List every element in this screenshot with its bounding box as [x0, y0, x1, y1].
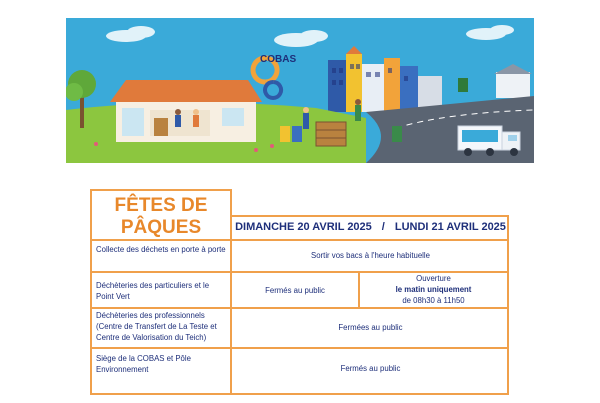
- monday-opening-line: Ouverture: [416, 274, 451, 283]
- table-border: [90, 307, 509, 309]
- row-value-siege-cobas: Fermés au public: [340, 364, 401, 373]
- row-label-decheteries-particuliers: Déchèteries des particuliers et le Point Vert: [96, 281, 210, 301]
- row-label-collecte: Collecte des déchets en porte à porte: [96, 245, 226, 254]
- title-line-2: PÂQUES: [120, 217, 202, 238]
- cobas-logo-text: COBAS: [260, 54, 297, 65]
- date-monday: LUNDI 21 AVRIL 2025: [394, 221, 506, 233]
- table-border: [90, 347, 509, 349]
- monday-hours-line: de 08h30 à 11h50: [402, 296, 465, 305]
- row-label-decheteries-professionnels: Déchèteries des professionnels (Centre de Transfert de La Teste et Centre de Valorisation du Teich): [96, 311, 217, 342]
- row-value-decheteries-particuliers-sunday: Fermés au public: [265, 286, 325, 295]
- row-label-siege-cobas: Siège de la COBAS et Pôle Environnement: [96, 354, 191, 374]
- date-sunday: DIMANCHE 20 AVRIL 2025: [235, 221, 372, 233]
- monday-morning-only-line: le matin uniquement: [395, 285, 472, 294]
- dates-header: [232, 216, 509, 239]
- row-value-collecte: Sortir vos bacs à l'heure habituelle: [311, 251, 430, 260]
- title-line-1: FÊTES DE: [114, 195, 208, 216]
- table-border: [90, 393, 509, 395]
- row-value-decheteries-particuliers-monday: [360, 273, 507, 306]
- row-value-decheteries-professionnels: Fermées au public: [338, 323, 403, 332]
- date-separator: /: [381, 221, 385, 233]
- page-title: [90, 189, 232, 247]
- easter-schedule-table: [90, 189, 509, 395]
- cobas-banner-illustration: [66, 18, 534, 163]
